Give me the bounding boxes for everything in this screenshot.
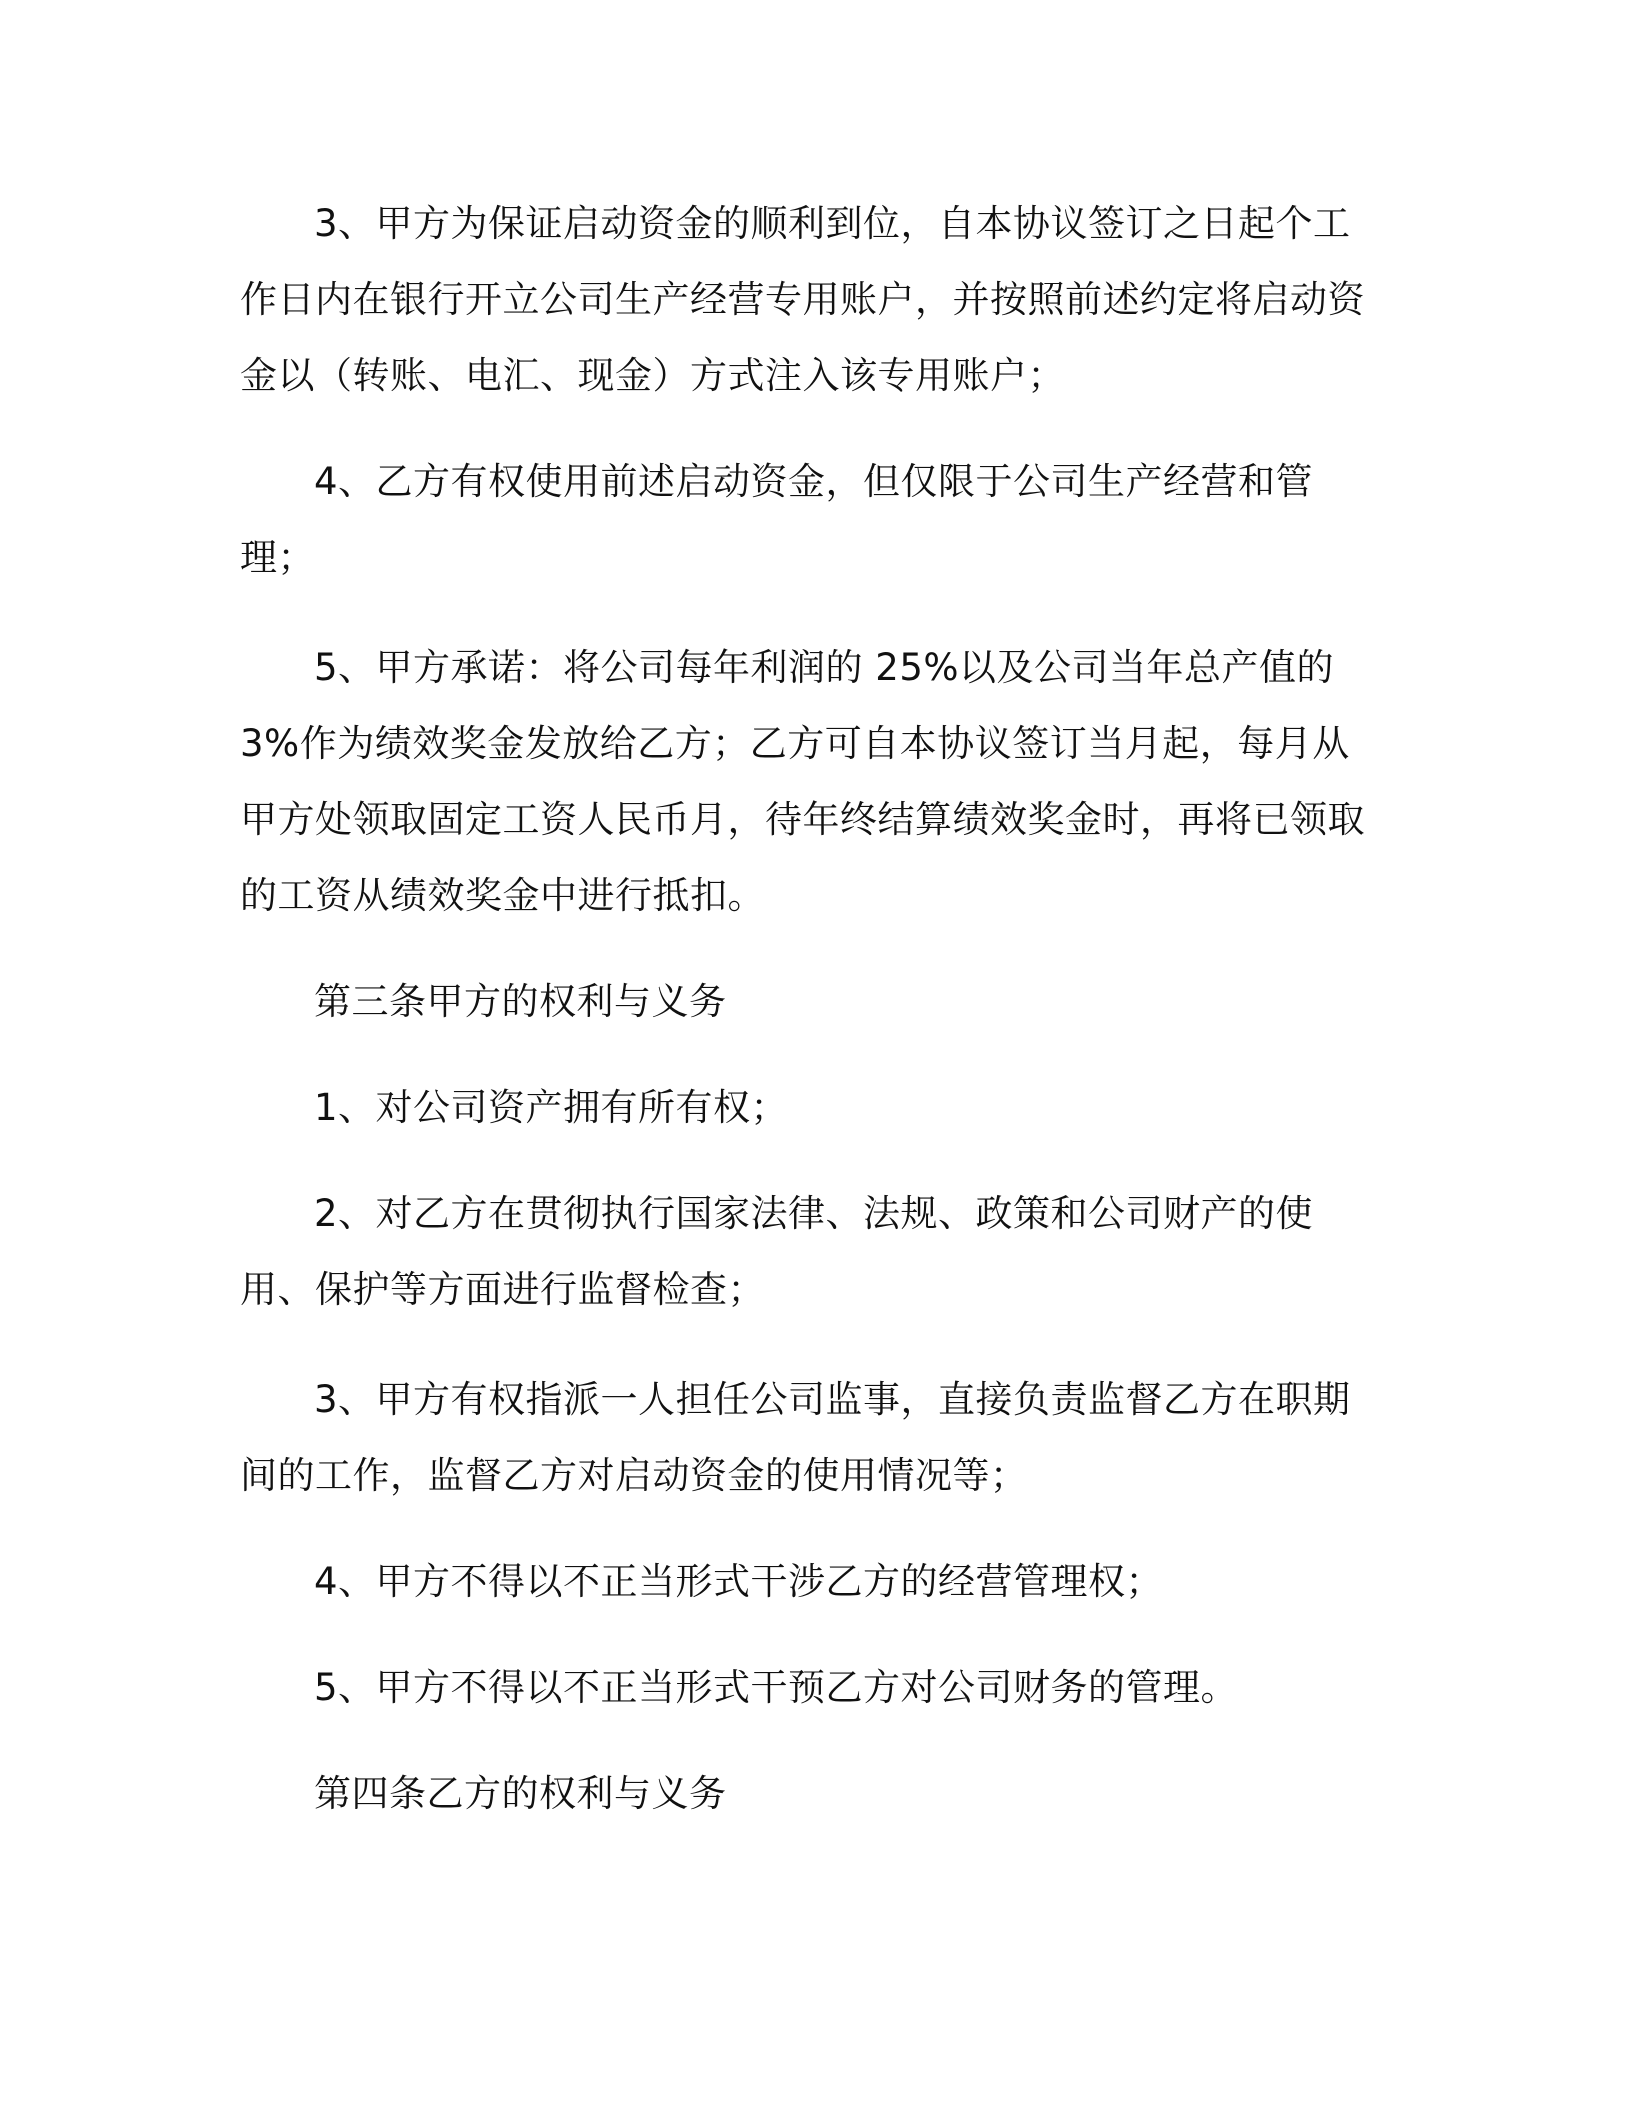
paragraph-article-3-item-3: 3、甲方有权指派一人担任公司监事，直接负责监督乙方在职期间的工作，监督乙方对启动资金的使用情况等；	[240, 1378, 1351, 1497]
paragraph-clause-3: 3、甲方为保证启动资金的顺利到位，自本协议签订之日起个工作日内在银行开立公司生产经营专用账户，并按照前述约定将启动资金以（转账、电汇、现金）方式注入该专用账户；	[240, 202, 1365, 397]
paragraph-article-3-item-2: 2、对乙方在贯彻执行国家法律、法规、政策和公司财产的使用、保护等方面进行监督检查；	[240, 1192, 1314, 1311]
paragraph-clause-4: 4、乙方有权使用前述启动资金，但仅限于公司生产经营和管理；	[240, 460, 1314, 579]
document-body	[240, 186, 1380, 1832]
section-heading-article-3: 第三条甲方的权利与义务	[314, 980, 727, 1023]
section-heading-article-4: 第四条乙方的权利与义务	[314, 1772, 727, 1815]
paragraph-article-3-item-5: 5、甲方不得以不正当形式干预乙方对公司财务的管理。	[314, 1666, 1239, 1709]
paragraph-clause-5: 5、甲方承诺：将公司每年利润的 25%以及公司当年总产值的 3%作为绩效奖金发放给乙方；乙方可自本协议签订当月起，每月从甲方处领取固定工资人民币月，待年终结算绩效奖金时，再将已领取的工资从绩效奖金中进行抵扣。	[240, 646, 1365, 917]
paragraph-article-3-item-1: 1、对公司资产拥有所有权；	[314, 1086, 789, 1129]
paragraph-article-3-item-4: 4、甲方不得以不正当形式干涉乙方的经营管理权；	[314, 1560, 1164, 1603]
